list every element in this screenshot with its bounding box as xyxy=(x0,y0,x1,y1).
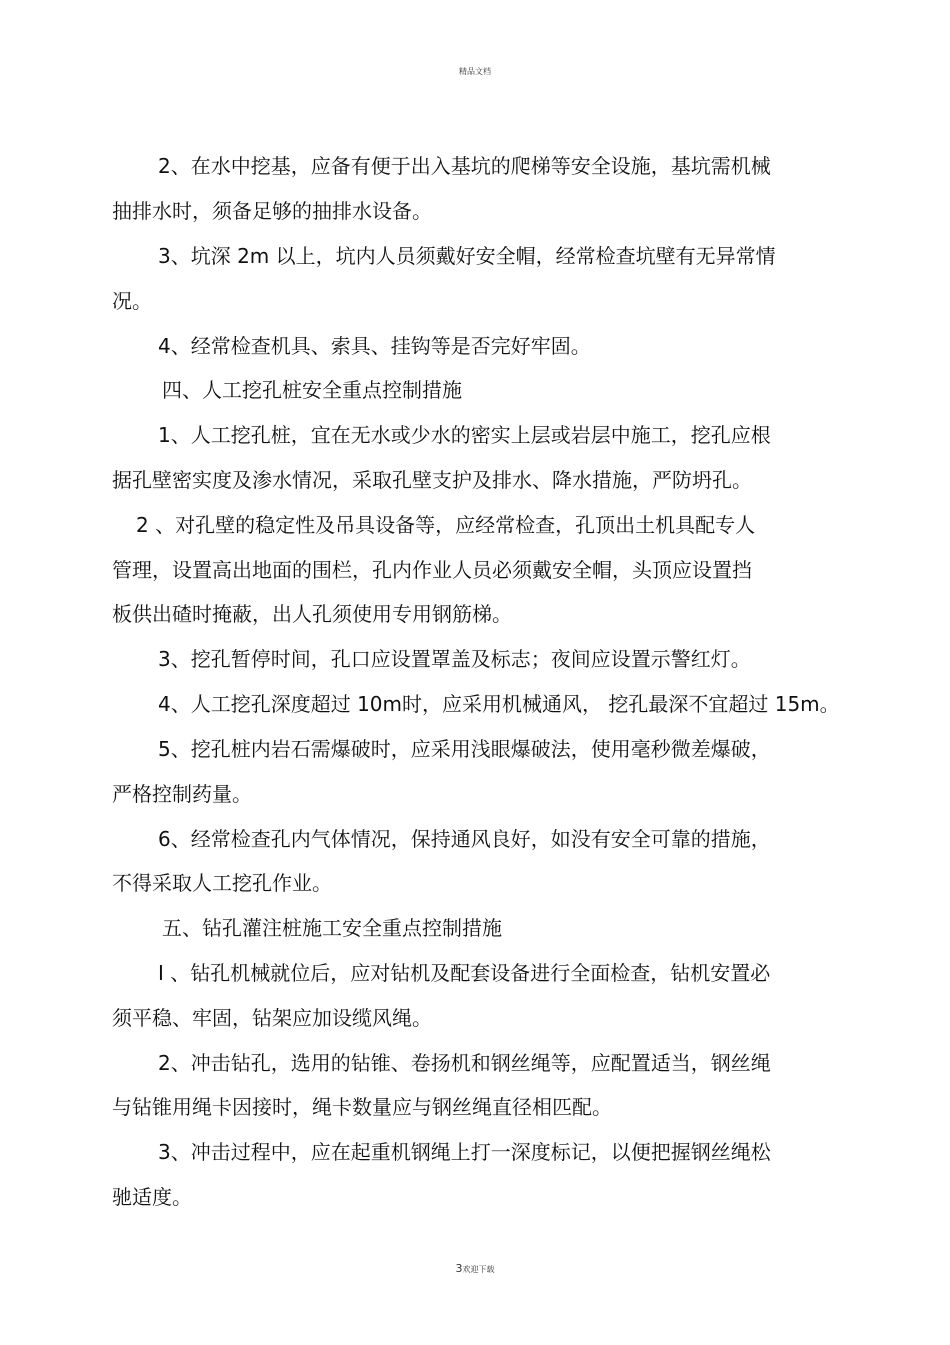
text-line: 3、坑深 2m 以上，坑内人员须戴好安全帽，经常检查坑壁有无异常情 xyxy=(158,244,776,268)
text-line: 3、挖孔暂停时间，孔口应设置罩盖及标志；夜间应设置示警红灯。 xyxy=(158,647,751,671)
page-number: 3 xyxy=(455,1262,463,1275)
footer-text: 欢迎下载 xyxy=(462,1265,495,1274)
text-line: 驰适度。 xyxy=(112,1185,192,1209)
text-line: 板供出碴时掩蔽，出人孔须使用专用钢筋梯。 xyxy=(112,602,512,626)
text-line: 与钻锥用绳卡因接时，绳卡数量应与钢丝绳直径相匹配。 xyxy=(112,1095,612,1119)
text-line: 5、挖孔桩内岩石需爆破时，应采用浅眼爆破法，使用毫秒微差爆破， xyxy=(158,737,771,761)
page-footer xyxy=(0,1262,950,1275)
text-line: 不得采取人工挖孔作业。 xyxy=(112,871,332,895)
text-line: 1、人工挖孔桩，宜在无水或少水的密实上层或岩层中施工，挖孔应根 xyxy=(158,423,771,447)
text-line: 2、在水中挖基，应备有便于出入基坑的爬梯等安全设施，基坑需机械 xyxy=(158,154,771,178)
text-line: 况。 xyxy=(112,289,152,313)
page-header: 精品文档 xyxy=(459,67,491,76)
text-line: 须平稳、牢固，钻架应加设缆风绳。 xyxy=(112,1006,432,1030)
text-line: 严格控制药量。 xyxy=(112,782,252,806)
text-line: I 、钻孔机械就位后，应对钻机及配套设备进行全面检查，钻机安置必 xyxy=(158,961,771,985)
text-line: 抽排水时，须备足够的抽排水设备。 xyxy=(112,199,432,223)
section-heading: 五、钻孔灌注桩施工安全重点控制措施 xyxy=(162,916,502,940)
text-line: 2、冲击钻孔，选用的钻锥、卷扬机和钢丝绳等，应配置适当，钢丝绳 xyxy=(158,1051,771,1075)
text-line: 4、经常检查机具、索具、挂钩等是否完好牢固。 xyxy=(158,334,591,358)
text-line: 2 、对孔壁的稳定性及吊具设备等，应经常检查，孔顶出土机具配专人 xyxy=(136,513,756,537)
section-heading: 四、人工挖孔桩安全重点控制措施 xyxy=(162,378,462,402)
text-line: 管理，设置高出地面的围栏，孔内作业人员必须戴安全帽，头顶应设置挡 xyxy=(112,558,752,582)
text-line: 据孔壁密实度及渗水情况，采取孔壁支护及排水、降水措施，严防坍孔。 xyxy=(112,468,752,492)
text-line: 4、人工挖孔深度超过 10m时，应采用机械通风， 挖孔最深不宜超过 15m。 xyxy=(158,692,840,716)
text-line: 3、冲击过程中，应在起重机钢绳上打一深度标记，以便把握钢丝绳松 xyxy=(158,1140,771,1164)
text-line: 6、经常检查孔内气体情况，保持通风良好，如没有安全可靠的措施， xyxy=(158,827,771,851)
